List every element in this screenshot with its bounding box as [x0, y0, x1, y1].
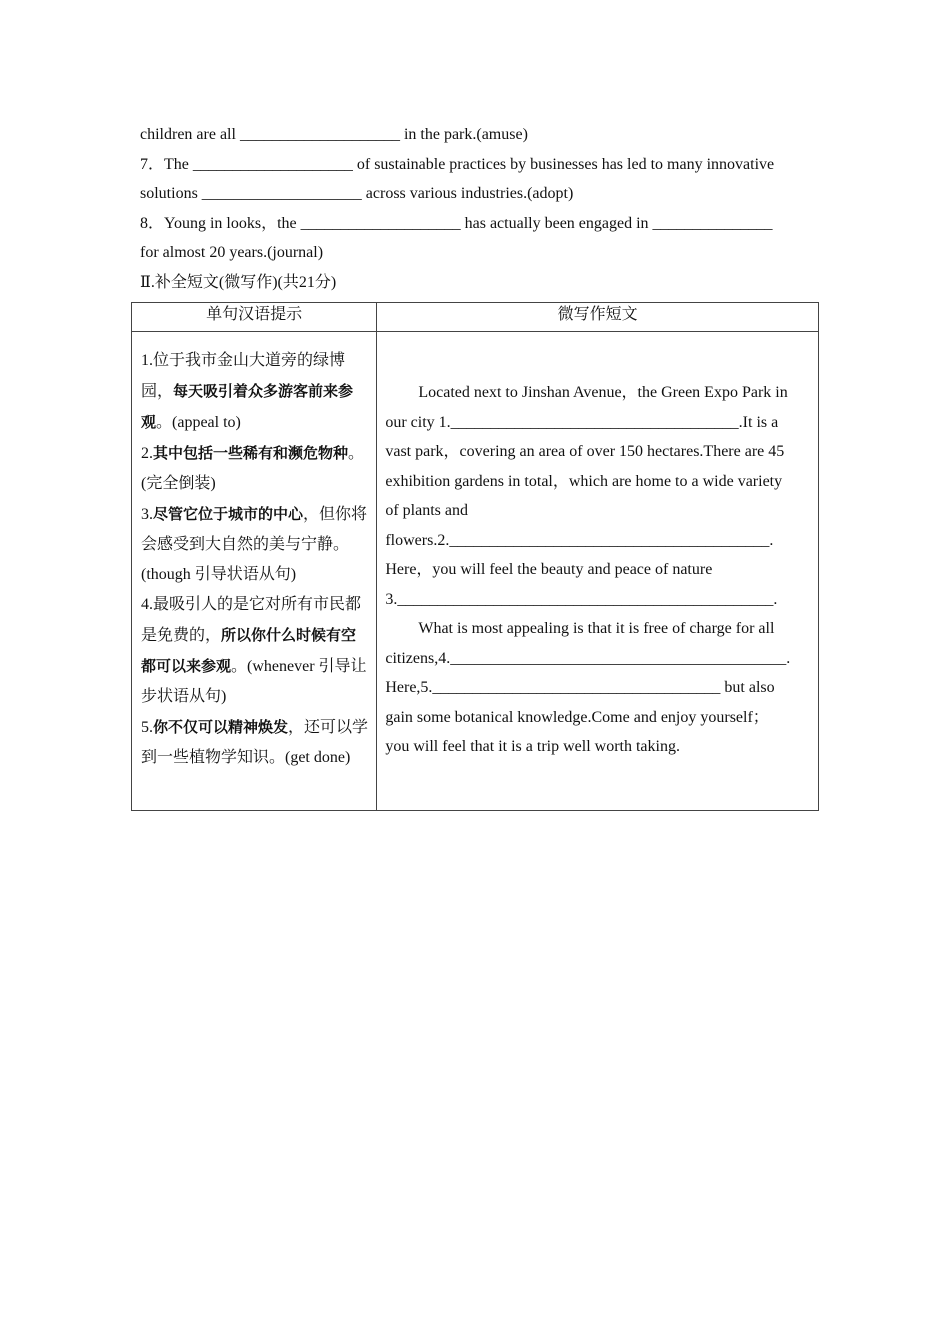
passage-line: our city 1.____________________________________.It is a: [385, 413, 779, 431]
hint-item: [141, 590, 368, 712]
passage-text: What is most appealing is that it is free of charge for all: [418, 620, 775, 637]
exercise-line: for almost 20 years.(journal): [140, 244, 324, 261]
hint-item: [141, 712, 368, 773]
hint-text: 4.最吸引人的是它对所有市民都是免费的，: [141, 596, 362, 644]
passage-line: exhibition gardens in total，which are home to a wide variety: [385, 472, 783, 490]
hint-bold-text: 其中包括一些稀有和濒危物种: [153, 444, 349, 462]
hints-cell: [132, 332, 377, 811]
hint-text: 2.: [141, 445, 153, 462]
writing-table: [131, 302, 819, 811]
hint-text: ，但你将会感受到大自然的美与宁静。(though 引导状语从句): [141, 506, 368, 583]
hint-text: 。(完全倒装): [141, 445, 365, 492]
exercise-line: 7．The ____________________ of sustainable practices by businesses has led to many innovative: [140, 155, 775, 173]
passage-line: Here，you will feel the beauty and peace of nature: [385, 561, 713, 578]
exercise-line: children are all ____________________ in the park.(amuse): [140, 126, 528, 143]
header-hints: 单句汉语提示: [132, 303, 377, 332]
passage-line: gain some botanical knowledge.Come and enjoy yourself；: [385, 708, 769, 726]
hint-bold-text: 所以你什么时候有空都可以来参观: [141, 626, 357, 675]
hint-bold-text: 每天吸引着众多游客前来参观: [141, 382, 354, 431]
hint-text: 5.: [141, 719, 153, 736]
exercise-line: 8．Young in looks，the ____________________ has actually been engaged in _______________: [140, 214, 773, 232]
passage-line: Here,5.____________________________________ but also: [385, 679, 775, 696]
passage-line: [385, 378, 812, 408]
hint-item: [141, 438, 368, 499]
hint-bold-text: 你不仅可以精神焕发: [153, 718, 289, 736]
hint-text: 。(appeal to): [156, 414, 241, 431]
hint-item: [141, 499, 368, 590]
table-body-row: [132, 332, 819, 811]
passage-text: Located next to Jinshan Avenue，the Green Expo Park in: [418, 384, 788, 401]
hint-bold-text: 尽管它位于城市的中心: [153, 505, 304, 523]
hint-text: 。(whenever 引导让步状语从句): [141, 658, 367, 705]
section-heading: Ⅱ.补全短文(微写作)(共21分): [140, 273, 337, 291]
exercise-line: solutions ____________________ across various industries.(adopt): [140, 185, 574, 202]
passage-line: 3._______________________________________________.: [385, 590, 778, 608]
table-header-row: [132, 303, 819, 332]
passage-line: citizens,4.__________________________________________.: [385, 649, 791, 667]
hint-text: 3.: [141, 506, 153, 523]
passage-line: flowers.2.________________________________________.: [385, 531, 774, 549]
hint-text: 1.位于我市金山大道旁的绿博园，: [141, 352, 346, 400]
passage-line: you will feel that it is a trip well worth taking.: [385, 738, 680, 755]
hint-item: [141, 346, 368, 438]
passage-line: of plants and: [385, 502, 468, 519]
passage-line: [385, 614, 812, 644]
exercise-section: [140, 120, 820, 297]
passage-cell: [377, 332, 819, 811]
passage-line: vast park，covering an area of over 150 hectares.There are 45: [385, 443, 785, 460]
header-passage: 微写作短文: [377, 303, 819, 332]
hint-text: ，还可以学到一些植物学知识。(get done): [141, 719, 369, 766]
